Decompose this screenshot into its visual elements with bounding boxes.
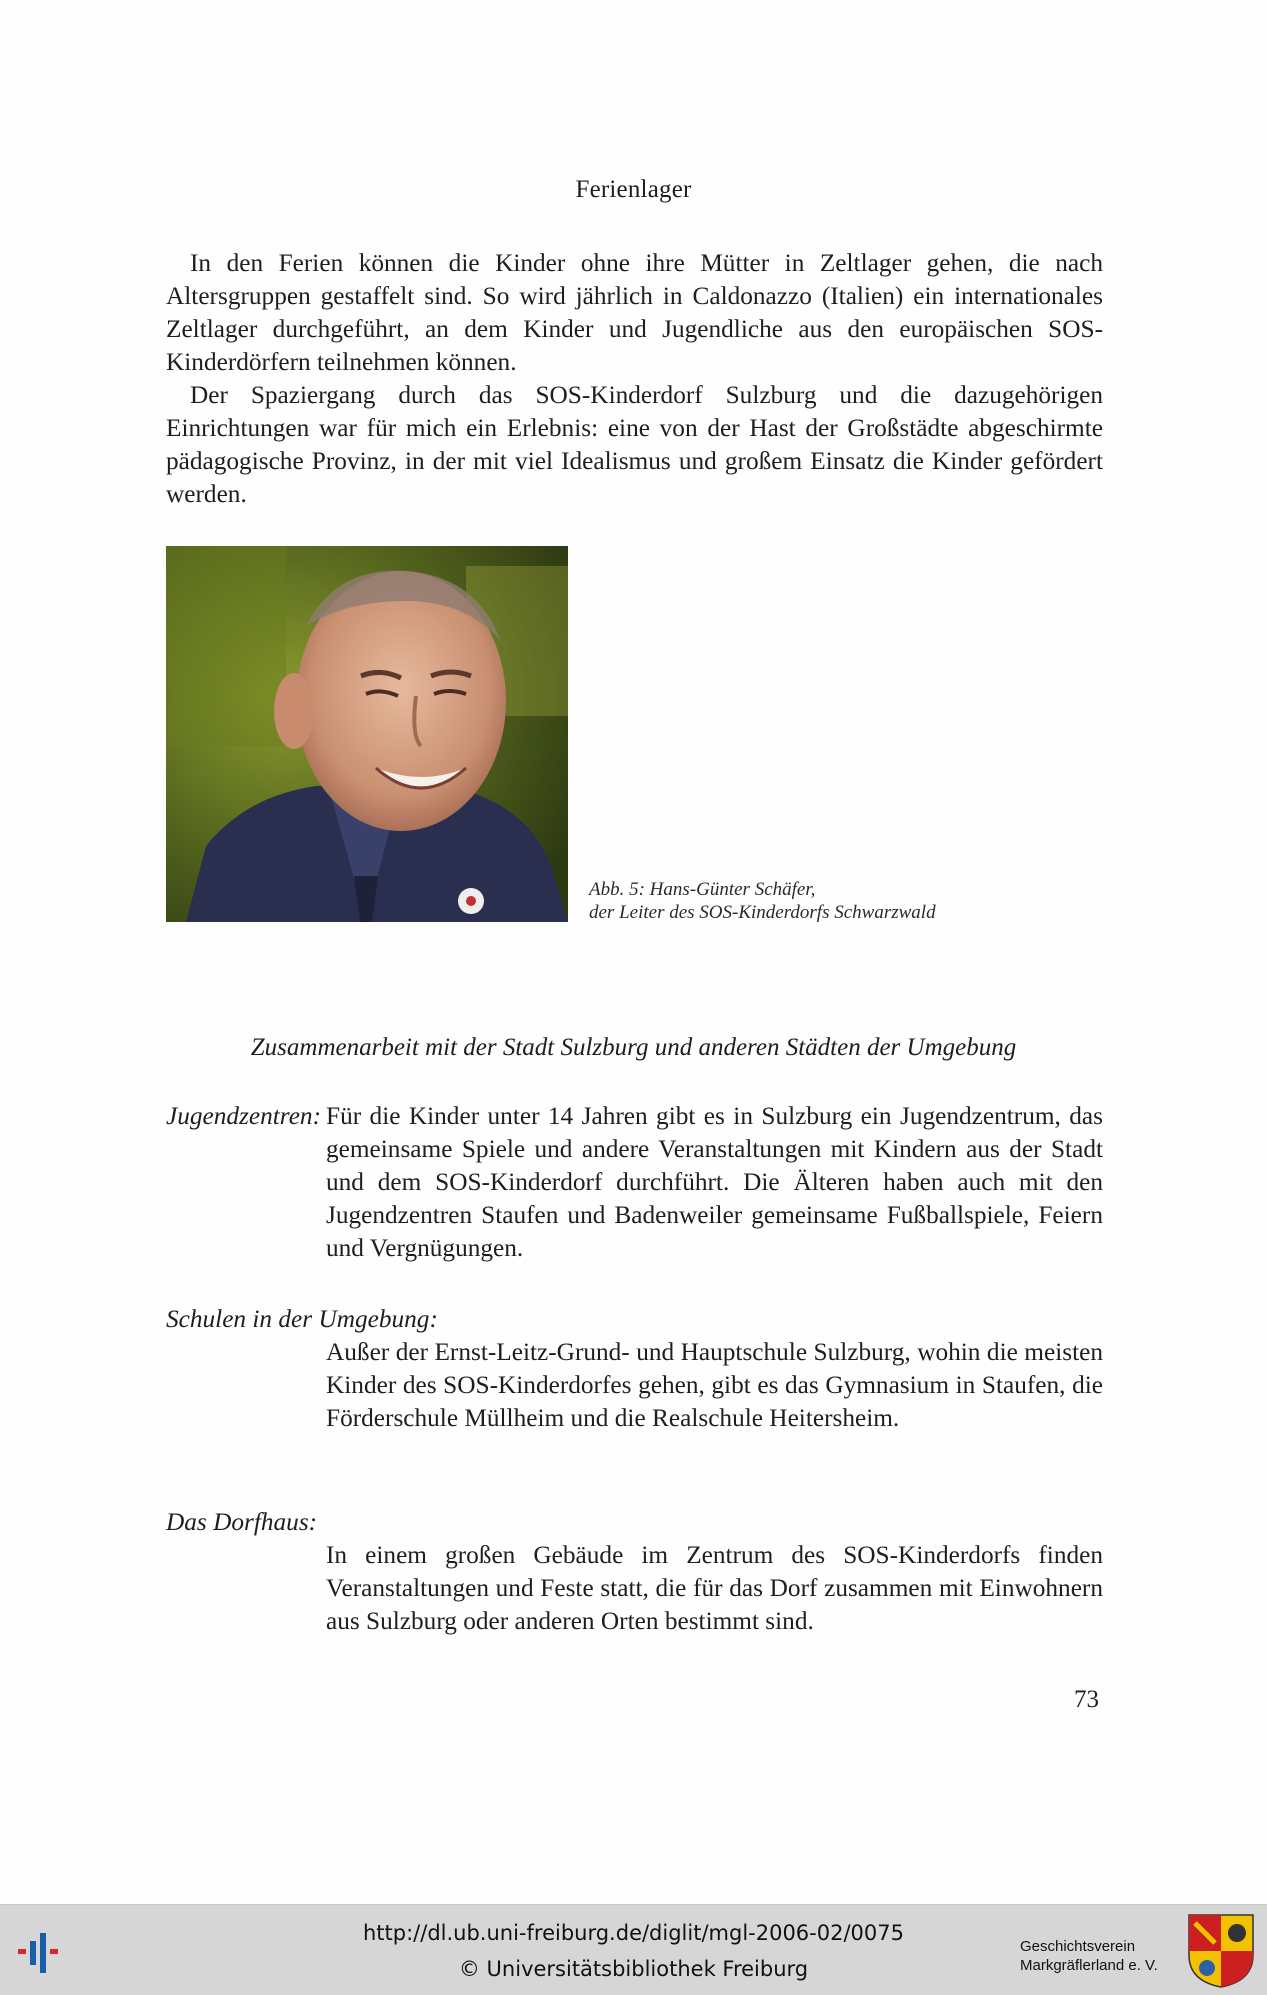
- term-dorfhaus: Das Dorfhaus:: [166, 1508, 318, 1536]
- caption-line: der Leiter des SOS-Kinderdorfs Schwarzwald: [589, 902, 936, 923]
- intro-text: [166, 247, 1103, 511]
- coat-of-arms-icon: [1187, 1913, 1255, 1989]
- definition-jugendzentren: Für die Kinder unter 14 Jahren gibt es in Sulzburg ein Jugendzentrum, das gemeinsame Spiele und andere Veranstaltungen mit Kindern aus der Stadt und dem SOS-Kinderdorf durchführt. Die Älteren haben auch mit den Jugendzentren Staufen und Badenweiler gemeinsame Fußballspiele, Feiern und Vergnügungen.: [326, 1102, 1103, 1262]
- definition-dorfhaus: In einem großen Gebäude im Zentrum des SOS-Kinderdorfs finden Veranstaltungen und Feste statt, die für das Dorf zusammen mit Einwohnern aus Sulzburg oder anderen Orten bestimmt sind.: [326, 1541, 1103, 1635]
- section-title: Zusammenarbeit mit der Stadt Sulzburg und anderen Städten der Umgebung: [250, 1034, 1017, 1061]
- permalink-url[interactable]: http://dl.ub.uni-freiburg.de/diglit/mgl-2006-02/0075: [362, 1921, 904, 1945]
- footer-bar: [0, 1904, 1267, 1995]
- figure-caption: [589, 878, 936, 924]
- caption-line: Abb. 5: Hans-Günter Schäfer,: [589, 879, 816, 900]
- page-number: 73: [1074, 1686, 1099, 1713]
- org-line: Markgräflerland e. V.: [1020, 1957, 1158, 1974]
- org-line: Geschichtsverein: [1020, 1938, 1136, 1955]
- page-title: Ferienlager: [575, 176, 692, 203]
- copyright-text: © Universitätsbibliothek Freiburg: [458, 1957, 809, 1981]
- paragraph: Der Spaziergang durch das SOS-Kinderdorf Sulzburg und die dazugehörigen Einrichtungen war für mich ein Erlebnis: eine von der Hast der Großstädte abgeschirmte pädagogische Provinz, in der mit viel Idealismus und großem Einsatz die Kinder gefördert werden.: [166, 381, 1103, 508]
- term-jugendzentren: Jugendzentren:: [166, 1102, 322, 1130]
- definition-schulen: Außer der Ernst-Leitz-Grund- und Hauptschule Sulzburg, wohin die meisten Kinder des SOS-Kinderdorfes gehen, gibt es das Gymnasium in Staufen, die Förderschule Müllheim und die Realschule Heitersheim.: [326, 1338, 1103, 1432]
- paragraph: In den Ferien können die Kinder ohne ihre Mütter in Zeltlager gehen, die nach Altersgruppen gestaffelt sind. So wird jährlich in Caldonazzo (Italien) ein internationales Zeltlager durchgeführt, an dem Kinder und Jugendliche aus den europäischen SOS-Kinderdörfern teilnehmen können.: [166, 249, 1103, 376]
- portrait-photo: [166, 546, 568, 922]
- org-name: [1020, 1937, 1158, 1975]
- term-schulen: Schulen in der Umgebung:: [166, 1305, 438, 1333]
